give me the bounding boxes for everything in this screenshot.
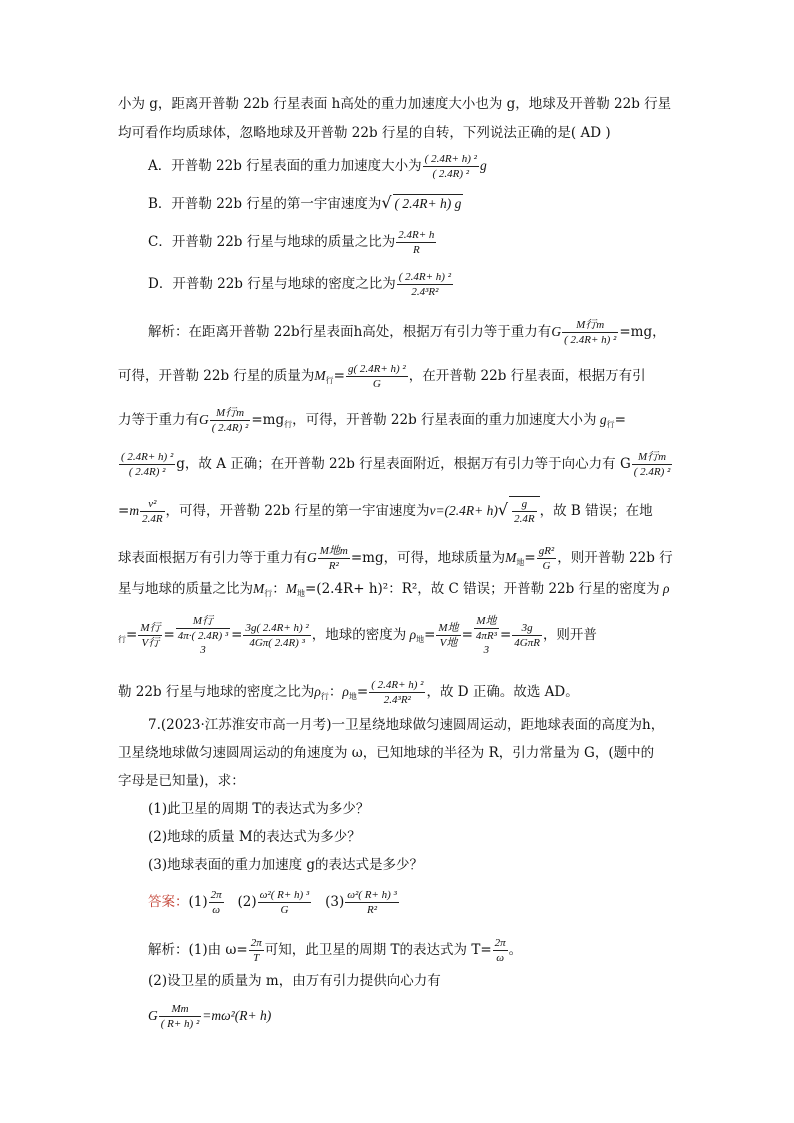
option-c-text: C．开普勒 22b 行星与地球的质量之比为 [148, 234, 396, 250]
q7-stem-1: 7.(2023·江苏淮安市高一月考)一卫星绕地球做匀速圆周运动，距地球表面的高度为h， [148, 717, 665, 733]
analysis-line-3: 力等于重力有G $\frac{\text{M行m}}{\text{( 2.4R) ²}}$ $=mg_行$，可得，开普勒 22b 行星表面的重力加速度大小为 $g_行=$ [118, 407, 626, 434]
q7-stem-2: 卫星绕地球做匀速圆周运动的角速度为 ω，已知地球的半径为 R，引力常量为 G，(题中的 [118, 745, 655, 761]
q7-solution-1: 解析：(1)由 ω= $\frac{2\pi}{T}$ 可知，此卫星的周期 T的表达式为 T= $\frac{2\pi}{\omega}$ 。 [148, 937, 523, 964]
option-b-radical: ( 2.4R+ h) g [394, 196, 462, 211]
answer-label: 答案： [148, 894, 189, 910]
analysis-line-6: 球表面根据万有引力等于重力有G $\frac{\text{M地m}}{\text{R²}}$ =mg，可得，地球质量为$M_地=$ $\frac{\text{gR²}}{G}$ ，则开普勒 22b 行 [118, 545, 673, 572]
analysis-line-8: $_行$= $\frac{\text{M行}}{\text{V行}}$ = M行 4π·( 2.4R) ³ 3 = $\frac{\text{3g( 2.4R+ h) ²}}{\text{4Gπ( 2.4R) ³}}$ ，地球的密度为 $\rho_地=$ $\frac{\text{M地}}{\text{V地}}$ = M地 4πR³ 3 = $\frac{3g}{\text{4GπR}}$ ，则开普 [118, 615, 597, 656]
analysis-line-9: 勒 22b 行星与地球的密度之比为$\rho_行$：$\rho_地=$ $\frac{\text{( 2.4R+ h) ²}}{\text{2.4³R²}}$ ，故 D 正确。故选 AD。 [118, 679, 579, 706]
option-a-tail: g [479, 158, 487, 173]
q7-sub-2: (2)地球的质量 M的表达式为多少？ [148, 829, 361, 845]
q7-sub-1: (1)此卫星的周期 T的表达式为多少？ [148, 801, 370, 817]
analysis-line-2: 可得，开普勒 22b 行星的质量为$M_行=$ $\frac{\text{g( 2.4R+ h) ²}}{G}$ ，在开普勒 22b 行星表面，根据万有引 [118, 363, 646, 390]
analysis-line-4: $\frac{\text{( 2.4R+ h) ²}}{\text{( 2.4R) ²}}$ g，故 A 正确；在开普勒 22b 行星表面附近，根据万有引力等于向心力有 G $\frac{\text{M行m}}{\text{( 2.4R) ²}}$ [121, 451, 671, 478]
intro-line-2: 均可看作均质球体，忽略地球及开普勒 22b 行星的自转，下列说法正确的是( AD ) [118, 125, 611, 141]
analysis-line-1: 解析：在距离开普勒 22b行星表面h高处，根据万有引力等于重力有G $\frac{\text{M行m}}{\text{( 2.4R+ h) ²}}$ =mg， [148, 319, 666, 346]
option-c [148, 228, 437, 257]
intro-line-1: 小为 g，距离开普勒 22b 行星表面 h高处的重力加速度大小也为 g，地球及开普勒 22b 行星 [118, 96, 672, 112]
analysis-line-5: =m $\frac{\text{v²}}{2.4R}$ ，可得，开普勒 22b 行星的第一宇宙速度为v=(2.4R+ h)√ $\frac{g}{2.4R}$ ，故 B 错误；在地 [118, 498, 653, 525]
option-b: B．开普勒 22b 行星的第一宇宙速度为√ ( 2.4R+ h) g [148, 193, 462, 212]
option-a-text: A．开普勒 22b 行星表面的重力加速度大小为 [148, 158, 422, 174]
q7-solution-2: (2)设卫星的质量为 m，由万有引力提供向心力有 [148, 973, 441, 989]
option-a [148, 152, 487, 181]
option-b-text: B．开普勒 22b 行星的第一宇宙速度为 [148, 196, 382, 212]
q7-answer: 答案：(1) $\frac{2\pi}{\omega}$ (2) $\frac{\text{ω²( R+ h) ³}}{G}$ (3) $\frac{\text{ω²( R+ h) ³}}{\text{R²}}$ [148, 889, 397, 916]
q7-sub-3: (3)地球表面的重力加速度 g的表达式是多少？ [148, 857, 424, 873]
option-c-fraction: $\frac{2.4R+ h}{R}$ [398, 229, 435, 256]
analysis-line-7: 星与地球的质量之比为$M_行$：$M_地=(2.4R+ h)^2$：R²，故 C 错误；开普勒 22b 行星的密度为 ρ [118, 581, 670, 598]
option-a-fraction: $\frac{\text{( 2.4R+ h) ²}}{\text{( 2.4R) ²}}$ [424, 153, 477, 180]
option-d-fraction: $\frac{\text{( 2.4R+ h) ²}}{\text{2.4³R²}}$ [398, 271, 452, 298]
q7-solution-3: G $\frac{Mm}{\text{( R+ h) ²}}$ =mω²(R+ h) [148, 1003, 272, 1030]
option-d [148, 270, 454, 299]
q7-stem-3: 字母是已知量)，求： [118, 773, 245, 789]
option-d-text: D．开普勒 22b 行星与地球的密度之比为 [148, 276, 396, 292]
